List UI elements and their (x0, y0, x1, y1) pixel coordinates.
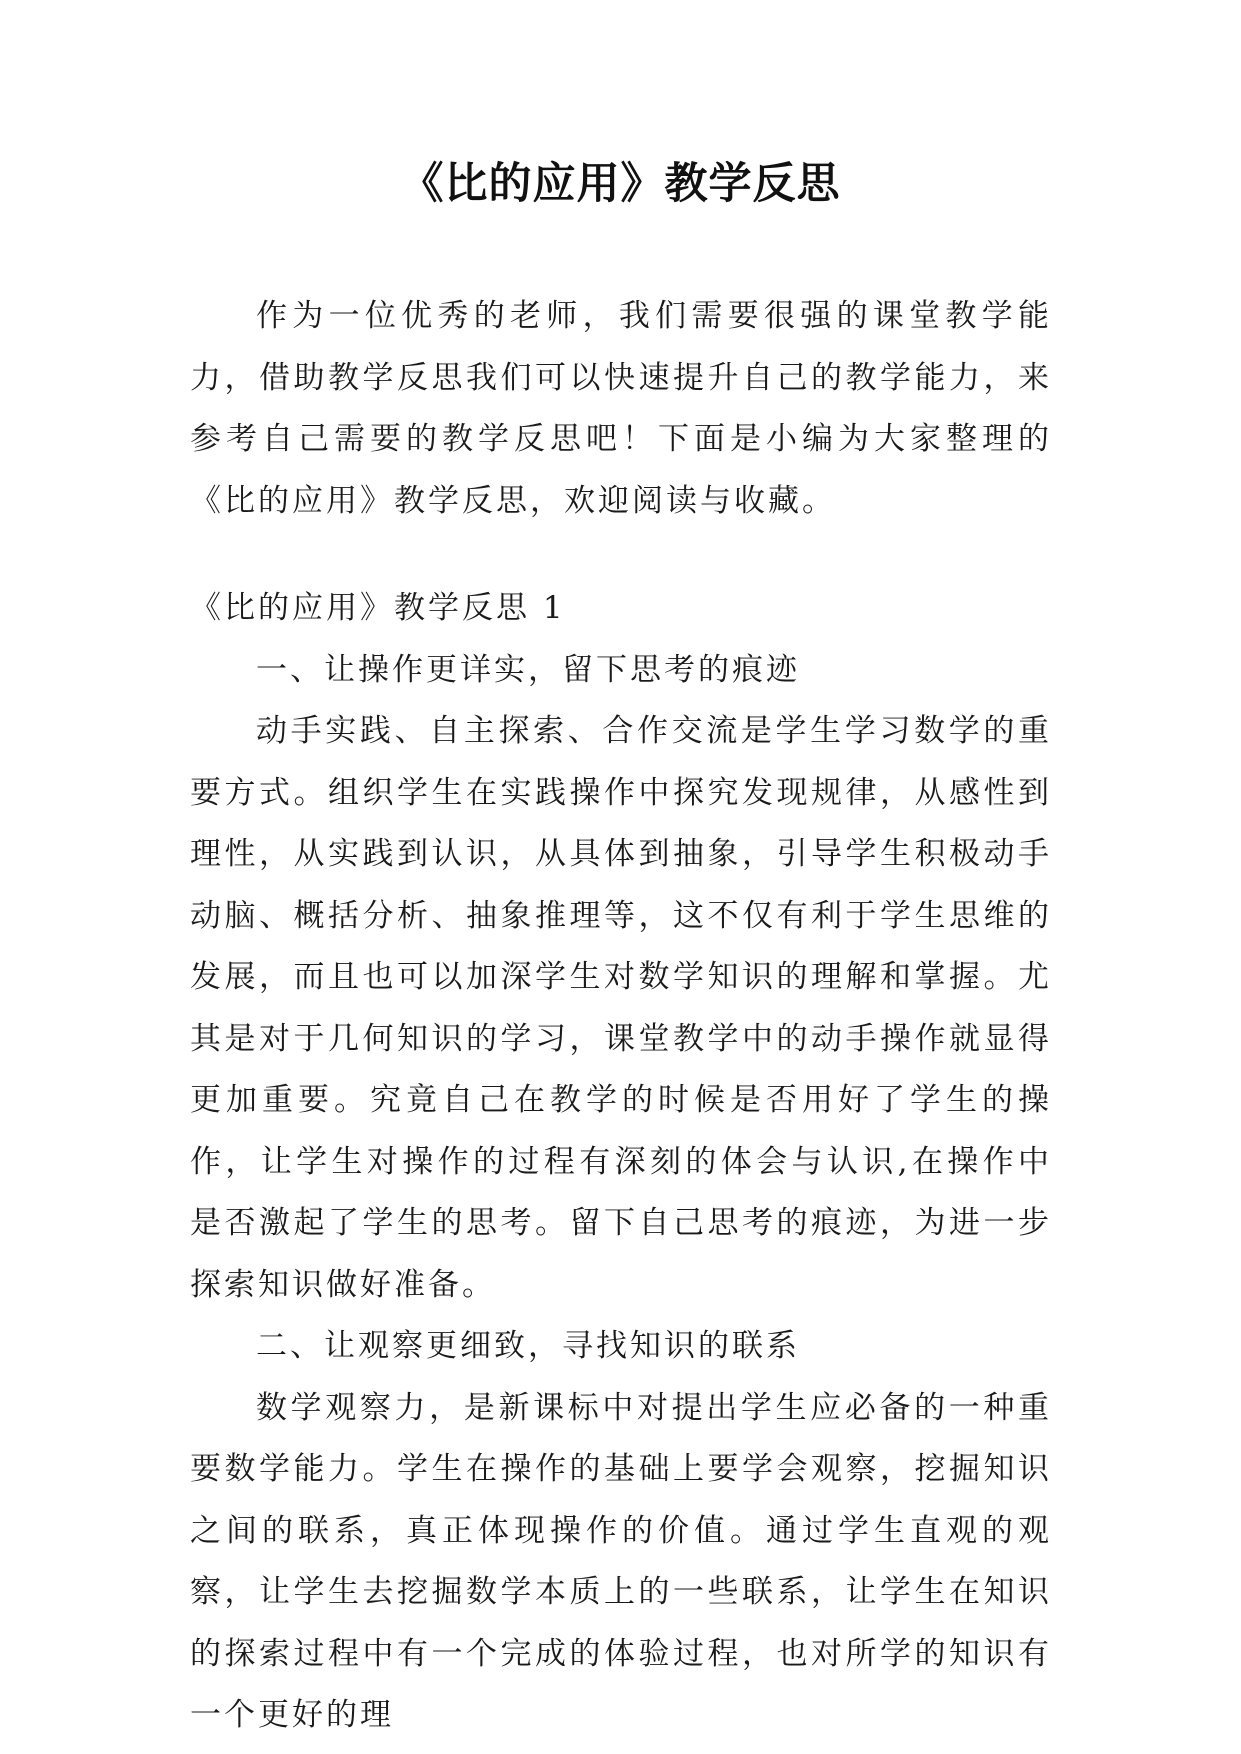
section-heading-1: 一、让操作更详实，留下思考的痕迹 (256, 651, 800, 688)
main-block (190, 578, 1052, 1747)
body-paragraph-1: 动手实践、自主探索、合作交流是学生学习数学的重要方式。组织学生在实践操作中探究发现规律，从感性到理性，从实践到认识，从具体到抽象，引导学生积极动手动脑、概括分析、抽象推理等，这不仅有利于学生思维的发展，而且也可以加深学生对数学知识的理解和掌握。尤其是对于几何知识的学习，课堂教学中的动手操作就显得更加重要。究竟自己在教学的时候是否用好了学生的操作，让学生对操作的过程有深刻的体会与认识,在操作中是否激起了学生的思考。留下自己思考的痕迹，为进一步探索知识做好准备。 (190, 713, 1052, 1303)
section-heading-2: 二、让观察更细致，寻找知识的联系 (256, 1328, 800, 1364)
intro-block (190, 286, 1052, 532)
intro-paragraph: 作为一位优秀的老师，我们需要很强的课堂教学能力，借助教学反思我们可以快速提升自己的教学能力，来参考自己需要的教学反思吧！下面是小编为大家整理的《比的应用》教学反思，欢迎阅读与收藏。 (190, 298, 1052, 519)
section-title: 《比的应用》教学反思 1 (190, 590, 566, 626)
body-paragraph-2: 数学观察力，是新课标中对提出学生应必备的一种重要数学能力。学生在操作的基础上要学会观察，挖掘知识之间的联系，真正体现操作的价值。通过学生直观的观察，让学生去挖掘数学本质上的一些联系，让学生在知识的探索过程中有一个完成的体验过程，也对所学的知识有一个更好的理 (190, 1389, 1052, 1733)
document-title: 《比的应用》教学反思 (400, 159, 841, 209)
